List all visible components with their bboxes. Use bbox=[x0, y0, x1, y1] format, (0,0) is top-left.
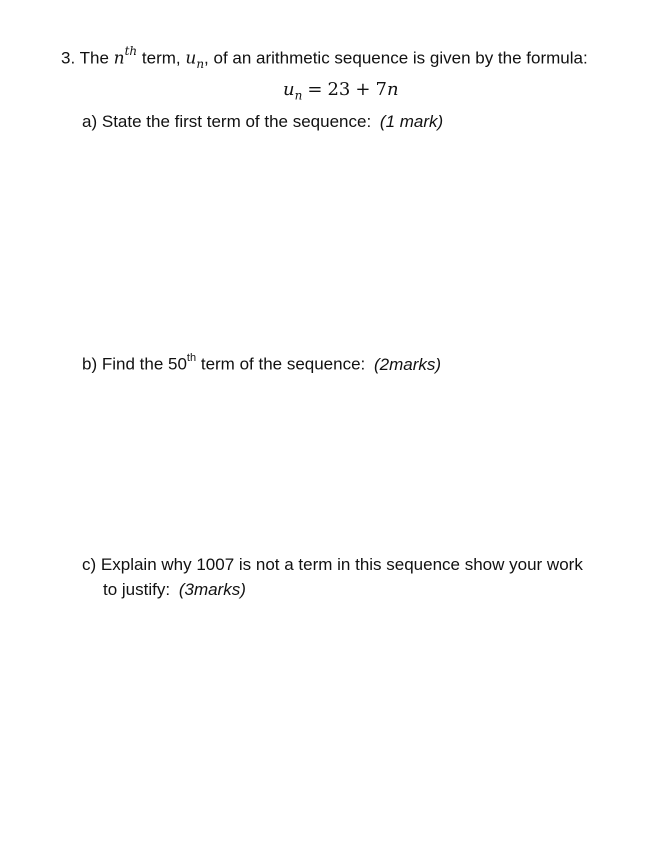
intro-the: The bbox=[79, 48, 109, 68]
question-number: 3. bbox=[61, 48, 76, 68]
part-a-label: a) bbox=[82, 112, 98, 131]
part-c-line1 bbox=[82, 554, 583, 576]
part-a bbox=[82, 111, 443, 133]
part-b-marks: (2marks) bbox=[374, 354, 442, 374]
formula bbox=[283, 77, 399, 108]
u-subscript: n bbox=[196, 57, 205, 72]
formula-coefficient: 7 bbox=[375, 79, 387, 100]
part-b bbox=[82, 349, 441, 376]
u-symbol: u bbox=[185, 48, 197, 69]
part-c-line2 bbox=[103, 579, 246, 601]
part-b-ordinal: th bbox=[186, 352, 197, 364]
formula-lhs-var: u bbox=[283, 79, 295, 100]
part-c-label: c) bbox=[82, 555, 97, 574]
formula-equals: = bbox=[307, 79, 323, 100]
formula-plus: + bbox=[355, 79, 371, 100]
intro-term: term, bbox=[141, 48, 181, 68]
formula-rhs-var: n bbox=[386, 79, 399, 100]
formula-constant: 23 bbox=[327, 79, 351, 100]
part-c-marks: (3marks) bbox=[178, 580, 246, 599]
n-symbol: n bbox=[113, 48, 125, 69]
part-c-text-line2: to justify: bbox=[103, 580, 171, 599]
part-a-marks: (1 mark) bbox=[379, 112, 444, 131]
formula-lhs-sub: n bbox=[294, 88, 303, 103]
question-intro bbox=[61, 42, 588, 75]
part-c-text-line1: Explain why 1007 is not a term in this sequence show your work bbox=[100, 555, 583, 574]
intro-rest: , of an arithmetic sequence is given by the formula: bbox=[204, 48, 588, 68]
part-b-label: b) bbox=[82, 354, 98, 374]
th-superscript: th bbox=[124, 44, 138, 58]
part-b-text-after: term of the sequence: bbox=[200, 354, 366, 374]
part-b-text-before: Find the 50 bbox=[101, 354, 187, 374]
part-a-text: State the first term of the sequence: bbox=[101, 112, 372, 131]
